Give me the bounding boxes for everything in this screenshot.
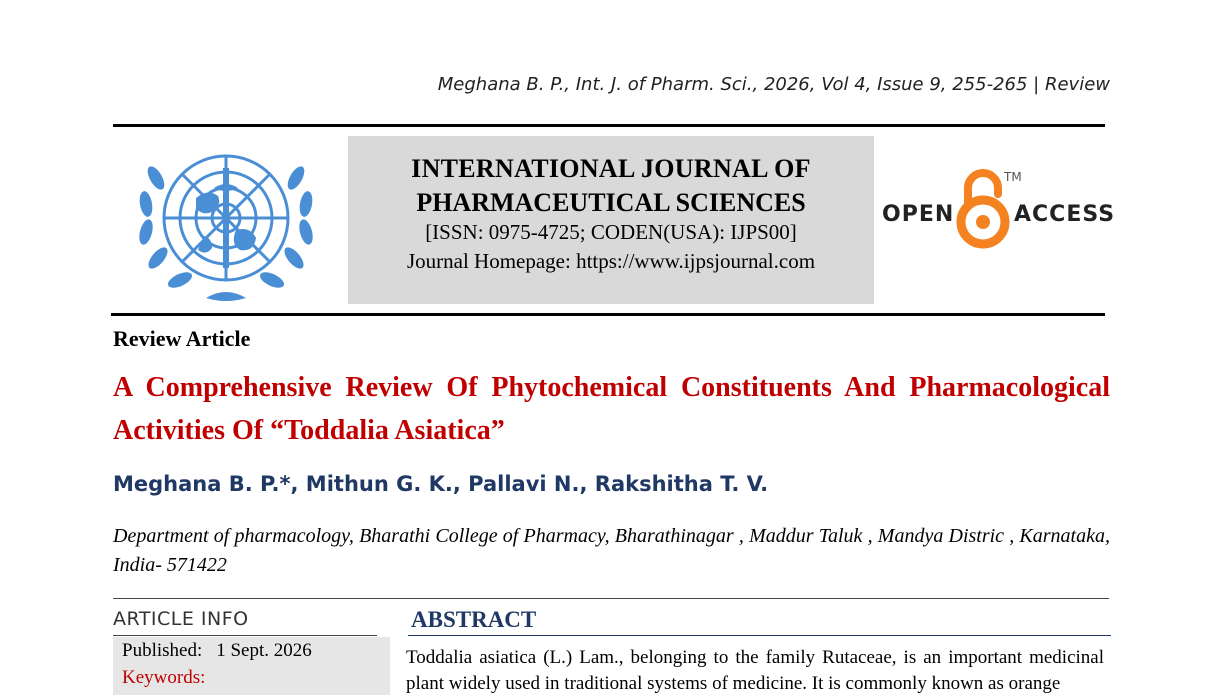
journal-title-line2: PHARMACEUTICAL SCIENCES <box>416 188 806 217</box>
journal-title-line1: INTERNATIONAL JOURNAL OF <box>411 154 811 183</box>
article-info-heading: ARTICLE INFO <box>113 608 249 630</box>
published-date: 1 Sept. 2026 <box>216 640 312 661</box>
trademark-mark: TM <box>1004 170 1022 184</box>
published-label: Published: <box>122 640 203 661</box>
access-text: ACCESS <box>1014 202 1116 227</box>
abstract-heading: ABSTRACT <box>411 607 537 632</box>
abstract-text: Toddalia asiatica (L.) Lam., belonging to the family Rutaceae, is an important medicinal plant widely used in traditional systems of medicine. It is commonly known as orange <box>406 647 1104 694</box>
section-divider <box>113 598 1109 599</box>
running-citation: Meghana B. P., Int. J. of Pharm. Sci., 2026, Vol 4, Issue 9, 255-265 | Review <box>437 74 1110 95</box>
globe-laurel-logo-icon <box>126 138 326 306</box>
article-title: A Comprehensive Review Of Phytochemical Constituents And Pharmacological Activities Of “Toddalia Asiatica” <box>113 372 1110 446</box>
journal-homepage-link[interactable]: Journal Homepage: https://www.ijpsjournal.com <box>406 249 816 273</box>
author-affiliation: Department of pharmacology, Bharathi College of Pharmacy, Bharathinagar , Maddur Taluk , Mandya Distric , Karnataka, India- 571422 <box>113 525 1110 576</box>
article-type: Review Article <box>113 326 251 351</box>
journal-banner <box>348 136 874 304</box>
author-list: Meghana B. P.*, Mithun G. K., Pallavi N., Rakshitha T. V. <box>113 472 769 496</box>
journal-issn: [ISSN: 0975-4725; CODEN(USA): IJPS00] <box>425 220 797 244</box>
keywords-label: Keywords: <box>122 667 206 688</box>
published-row <box>122 640 312 662</box>
info-underline <box>113 635 377 636</box>
banner-bottom-rule <box>111 313 1105 316</box>
abstract-underline <box>408 635 1111 636</box>
top-rule <box>113 124 1105 127</box>
open-access-badge <box>880 160 1116 252</box>
open-text: OPEN <box>882 202 955 227</box>
